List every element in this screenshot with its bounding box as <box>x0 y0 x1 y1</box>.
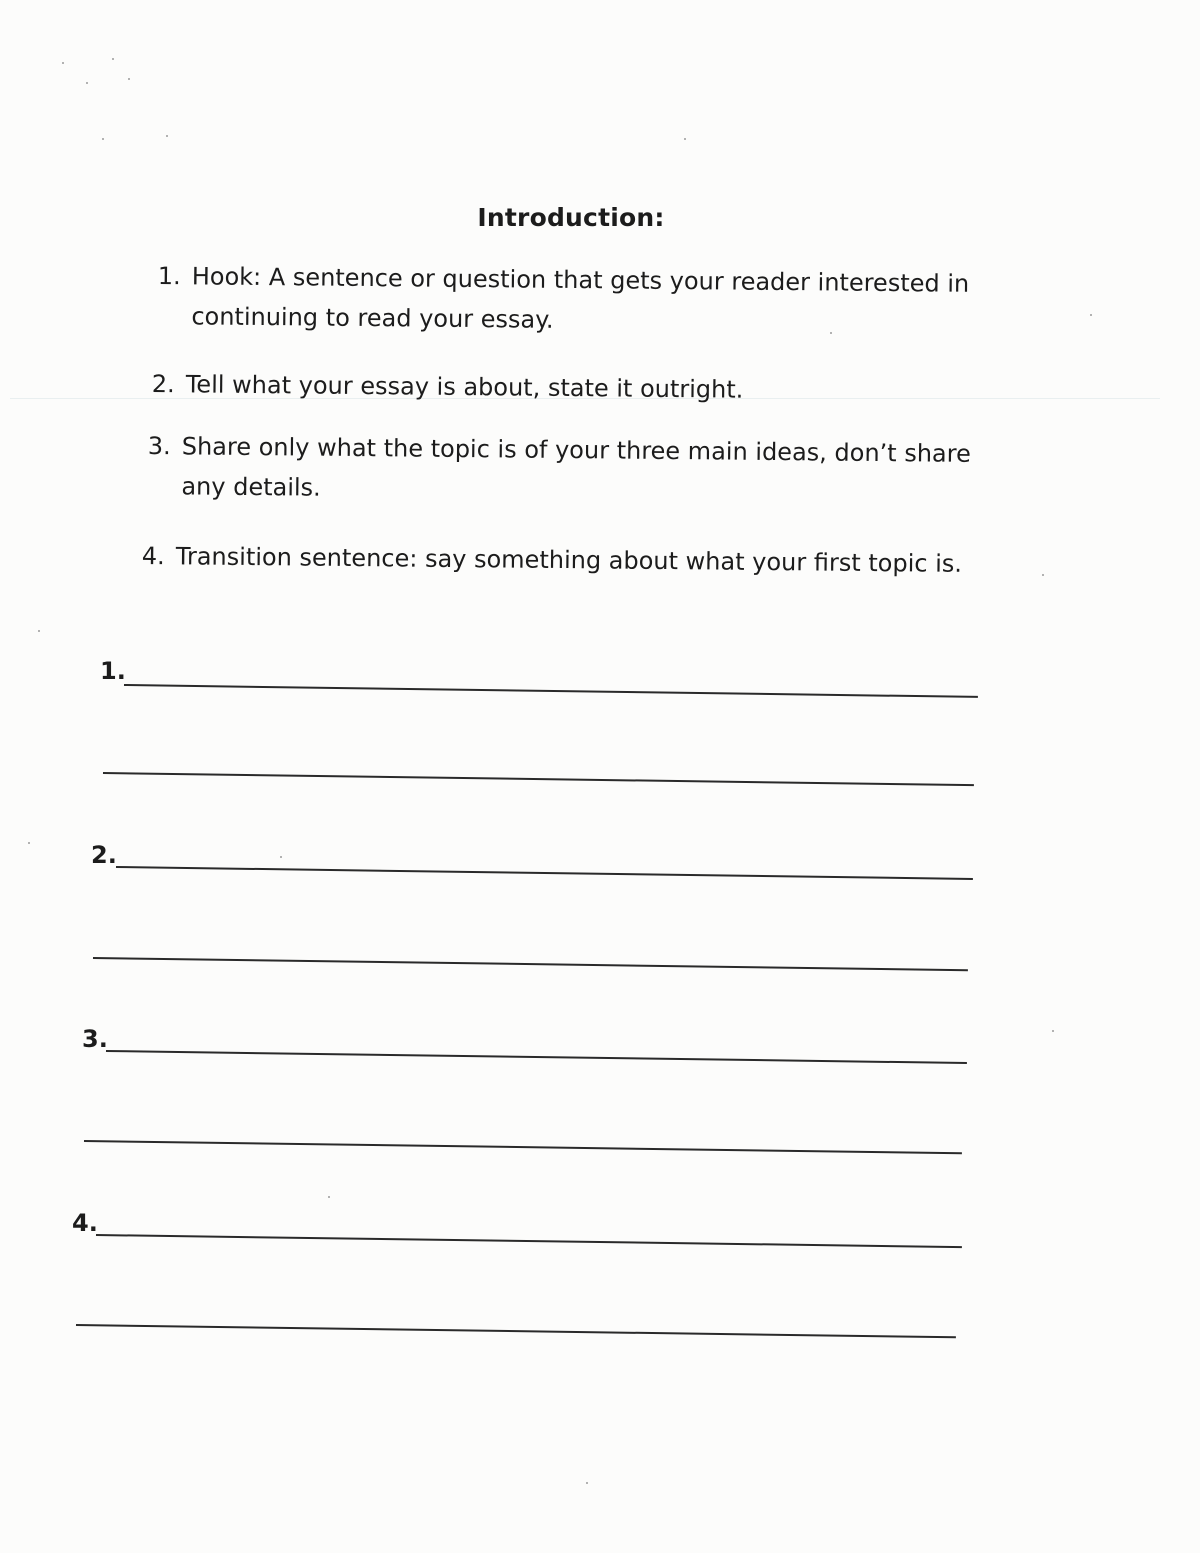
scan-speck <box>166 135 168 137</box>
instruction-number: 2. <box>151 369 175 399</box>
scan-speck <box>1090 314 1092 316</box>
scan-speck <box>280 856 282 858</box>
scan-speck <box>38 630 40 632</box>
instruction-number: 3. <box>147 431 171 461</box>
answer-line[interactable] <box>103 772 974 786</box>
answer-line[interactable] <box>84 1140 962 1154</box>
instruction-number: 1. <box>157 261 181 291</box>
answer-label: 2. <box>91 841 117 869</box>
scan-speck <box>28 842 30 844</box>
answer-label: 3. <box>82 1025 108 1053</box>
scan-speck <box>62 62 64 64</box>
scan-speck <box>684 138 686 140</box>
answer-line[interactable] <box>124 684 978 698</box>
answer-line[interactable] <box>76 1324 956 1338</box>
instruction-item <box>142 536 992 584</box>
answer-label: 4. <box>72 1209 98 1237</box>
scan-speck <box>128 78 130 80</box>
scan-speck <box>586 1482 588 1484</box>
instruction-text: Share only what the topic is of your three main ideas, don’t share any details. <box>181 432 971 502</box>
answer-line[interactable] <box>93 957 968 971</box>
instruction-item <box>152 364 982 412</box>
answer-line[interactable] <box>106 1050 967 1064</box>
scan-speck <box>1052 1030 1054 1032</box>
instruction-number: 4. <box>141 541 165 571</box>
instruction-text: Tell what your essay is about, state it outright. <box>185 370 744 404</box>
scan-speck <box>112 58 114 60</box>
instruction-text: Transition sentence: say something about what your first topic is. <box>175 542 963 578</box>
answer-line[interactable] <box>116 866 973 880</box>
scan-speck <box>86 82 88 84</box>
scan-speck <box>328 1196 330 1198</box>
instruction-item <box>147 426 984 514</box>
scan-speck <box>102 138 104 140</box>
answer-line[interactable] <box>96 1234 962 1248</box>
instruction-item <box>157 256 988 344</box>
worksheet-title: Introduction: <box>477 203 665 232</box>
answer-label: 1. <box>100 657 126 685</box>
instruction-text: Hook: A sentence or question that gets your reader interested in continuing to read your essay. <box>191 262 970 334</box>
scan-speck <box>1042 574 1044 576</box>
